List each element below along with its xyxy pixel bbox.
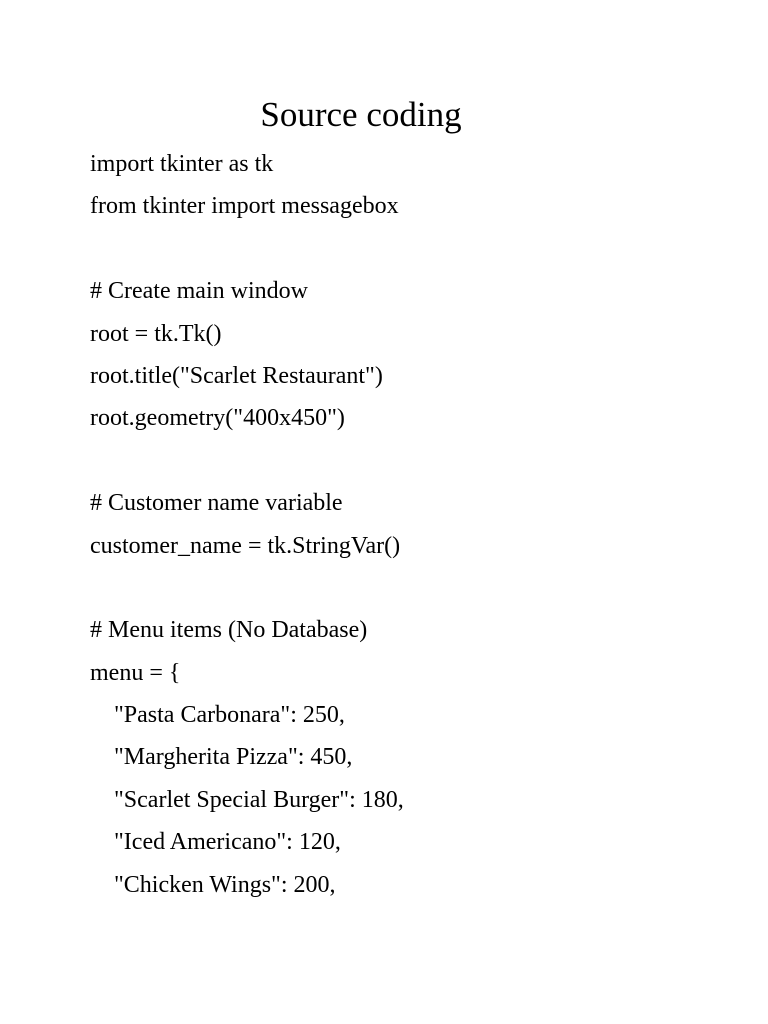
- code-line: "Chicken Wings": 200,: [90, 871, 336, 898]
- code-line: root.geometry("400x450"): [90, 405, 345, 432]
- code-line-blank: [90, 567, 730, 609]
- code-line: menu = {: [90, 659, 181, 686]
- code-line: # Menu items (No Database): [90, 617, 368, 644]
- code-line-blank: [90, 440, 730, 482]
- code-line: root.title("Scarlet Restaurant"): [90, 362, 383, 389]
- code-line: "Pasta Carbonara": 250,: [90, 702, 345, 729]
- code-line: "Margherita Pizza": 450,: [90, 744, 353, 771]
- code-line: "Iced Americano": 120,: [90, 829, 341, 856]
- code-block: [90, 143, 730, 906]
- code-line: import tkinter as tk: [90, 151, 274, 177]
- code-line: root = tk.Tk(): [90, 320, 222, 347]
- code-line-blank: [90, 228, 730, 270]
- code-line: # Customer name variable: [90, 490, 343, 517]
- code-line: "Scarlet Special Burger": 180,: [90, 786, 404, 813]
- code-line: customer_name = tk.StringVar(): [90, 532, 401, 559]
- code-line: from tkinter import messagebox: [90, 193, 399, 220]
- page-title: Source coding: [260, 95, 462, 134]
- code-line: # Create main window: [90, 278, 308, 305]
